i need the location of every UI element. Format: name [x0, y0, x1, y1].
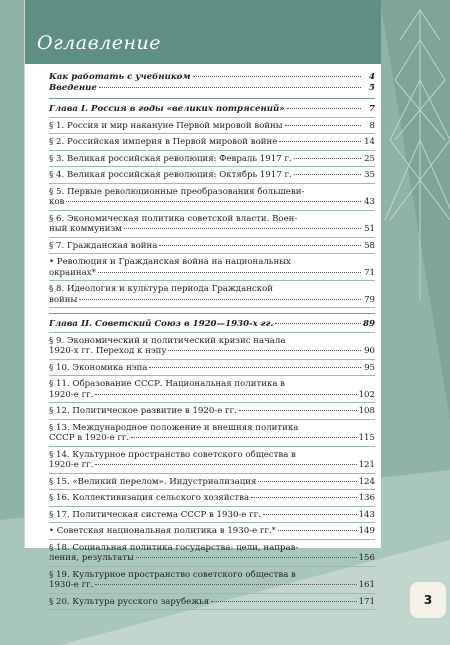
entry-title: § 4. Великая российская революция: Октябрь 1917 г.	[49, 170, 292, 180]
dot-leader	[279, 141, 361, 142]
entry-last-line[interactable]	[49, 433, 375, 444]
entry-last-line[interactable]	[49, 241, 375, 252]
entry-last-line[interactable]	[49, 346, 375, 357]
page-ref: 143	[358, 509, 375, 520]
entry-title: § 3. Великая российская революция: Февраль 1917 г.	[49, 153, 292, 164]
dot-leader	[285, 125, 361, 126]
dot-leader	[79, 299, 361, 300]
entry-divider	[49, 566, 375, 567]
dot-leader	[66, 201, 361, 202]
entry-divider	[49, 473, 375, 474]
entry-last-line[interactable]	[49, 580, 375, 591]
entry-title: 1930-е гг.	[49, 580, 94, 590]
entry-title: 1920-е гг.	[49, 389, 94, 400]
page-ref: 89	[363, 319, 375, 329]
entry-title: Введение	[49, 82, 97, 93]
entry-divider	[49, 166, 375, 167]
dot-leader	[294, 174, 361, 175]
table-of-contents	[49, 72, 375, 613]
toc-entry[interactable]	[49, 526, 375, 537]
dot-leader	[193, 76, 361, 77]
entry-last-line[interactable]	[49, 268, 375, 279]
entry-title-line: § 5. Первые революционные преобразования большеви-	[49, 186, 305, 197]
entry-last-line[interactable]	[49, 477, 375, 488]
dot-leader	[159, 245, 361, 246]
entry-divider	[49, 539, 375, 540]
dot-leader	[294, 158, 361, 159]
page-ref: 156	[358, 553, 375, 563]
entry-last-line[interactable]	[49, 170, 375, 181]
dot-leader	[278, 530, 357, 531]
entry-divider	[49, 402, 375, 403]
entry-last-line[interactable]	[49, 390, 375, 401]
entry-title: § 2. Российская империя в Первой мировой войне	[49, 137, 278, 147]
entry-title: § 12. Политическое развитие в 1920-е гг.	[49, 406, 237, 416]
entry-title: § 10. Экономика нэпа	[49, 362, 148, 373]
page-ref: 25	[364, 153, 375, 164]
entry-title: § 7. Гражданская война	[49, 240, 158, 251]
page-ref: 121	[358, 460, 375, 470]
entry-last-line[interactable]	[49, 510, 375, 521]
entry-title-line: § 18. Социальная политика государства: цели, направ-	[49, 542, 299, 553]
page-ref: 14	[364, 137, 375, 147]
entry-last-line[interactable]	[49, 295, 375, 306]
dot-leader	[95, 584, 356, 585]
toc-entry[interactable]	[49, 187, 375, 208]
toc-entry[interactable]	[49, 543, 375, 564]
chapter-1-section	[49, 104, 375, 308]
intro-entry[interactable]	[49, 72, 375, 83]
entry-title: 1920-е гг.	[49, 460, 94, 470]
page-ref: 115	[358, 433, 375, 443]
toc-entry[interactable]	[49, 284, 375, 305]
entry-last-line[interactable]	[49, 493, 375, 504]
page-ref: 102	[358, 389, 375, 400]
dot-leader	[131, 437, 356, 438]
divider	[49, 313, 375, 314]
toc-entry[interactable]	[49, 214, 375, 235]
toc-entry[interactable]	[49, 363, 375, 374]
chapter-heading[interactable]	[49, 104, 375, 115]
dot-leader	[211, 601, 356, 602]
page-ref: 149	[358, 526, 375, 536]
page-ref: 108	[358, 406, 375, 416]
entry-title: Как работать с учебником	[49, 72, 191, 82]
entry-divider	[49, 133, 375, 134]
toc-entry[interactable]	[49, 450, 375, 471]
dot-leader	[287, 108, 361, 109]
entry-title: • Советская национальная политика в 1930-е гг.*	[49, 526, 276, 536]
page-ref: 43	[364, 197, 375, 207]
dot-leader	[275, 323, 361, 324]
page-ref: 136	[358, 493, 375, 503]
entry-divider	[49, 117, 375, 118]
dot-leader	[99, 87, 361, 88]
entry-title-line: § 11. Образование СССР. Национальная политика в	[49, 379, 286, 389]
entry-last-line[interactable]	[49, 597, 375, 608]
entry-divider	[49, 280, 375, 281]
header-band	[25, 0, 381, 64]
toc-entry[interactable]	[49, 406, 375, 417]
entry-divider	[49, 419, 375, 420]
entry-title: § 15. «Великий перелом». Индустриализация	[49, 476, 257, 487]
toc-entry[interactable]	[49, 379, 375, 400]
dot-leader	[149, 367, 361, 368]
toc-entry[interactable]	[49, 510, 375, 521]
toc-entry[interactable]	[49, 570, 375, 591]
dot-leader	[258, 481, 356, 482]
entry-last-line[interactable]	[49, 406, 375, 417]
chapter-heading[interactable]	[49, 319, 375, 330]
entry-title-line: § 8. Идеология и культура периода Гражданской	[49, 284, 274, 294]
entry-divider	[49, 522, 375, 523]
page-ref: 71	[364, 267, 375, 278]
entry-title: окраинах*	[49, 267, 96, 278]
entry-divider	[49, 446, 375, 447]
entry-title-line: • Революция и Гражданская война на национальных	[49, 257, 291, 267]
entry-title: ления, результаты	[49, 553, 134, 563]
entry-title: войны	[49, 294, 78, 305]
toc-entry[interactable]	[49, 336, 375, 357]
toc-entry[interactable]	[49, 493, 375, 504]
page-number-badge: 3	[410, 582, 446, 618]
toc-entry[interactable]	[49, 170, 375, 181]
entry-divider	[49, 332, 375, 333]
entry-last-line[interactable]	[49, 526, 375, 537]
entry-title: ков	[49, 197, 65, 207]
entry-divider	[49, 210, 375, 211]
page-ref: 51	[364, 224, 375, 234]
page-ref: 58	[364, 240, 375, 251]
dot-leader	[136, 557, 357, 558]
entry-last-line[interactable]	[49, 197, 375, 208]
dot-leader	[95, 464, 356, 465]
entry-divider	[49, 609, 375, 610]
page-ref: 90	[364, 346, 375, 356]
toc-page	[24, 0, 381, 607]
dot-leader	[239, 410, 357, 411]
toc-entry[interactable]	[49, 121, 375, 132]
entry-divider	[49, 359, 375, 360]
dot-leader	[98, 272, 361, 273]
dot-leader	[124, 228, 361, 229]
page-ref: 35	[364, 170, 375, 180]
toc-entry[interactable]	[49, 423, 375, 444]
entry-title: § 1. Россия и мир накануне Первой мировой войны	[49, 120, 283, 131]
entry-title-line: § 6. Экономическая политика советской власти. Воен-	[49, 213, 298, 224]
entry-divider	[49, 506, 375, 507]
entry-title-line: § 14. Культурное пространство советского общества в	[49, 449, 296, 460]
entry-divider	[49, 375, 375, 376]
entry-last-line[interactable]	[49, 363, 375, 374]
entry-divider	[49, 307, 375, 308]
entry-title: СССР в 1920-е гг.	[49, 433, 130, 443]
entry-divider	[49, 253, 375, 254]
entry-last-line[interactable]	[49, 553, 375, 564]
entry-title: 1920-х гг. Переход к нэпу	[49, 346, 167, 356]
dot-leader	[263, 514, 357, 515]
dot-leader	[95, 394, 356, 395]
entry-last-line[interactable]	[49, 224, 375, 235]
entry-title: § 16. Коллективизация сельского хозяйства	[49, 493, 250, 503]
toc-entry[interactable]	[49, 154, 375, 165]
page-ref: 79	[364, 294, 375, 305]
page-ref: 8	[369, 120, 375, 131]
entry-last-line[interactable]	[49, 460, 375, 471]
entry-divider	[49, 237, 375, 238]
entry-title: ный коммунизм	[49, 224, 122, 234]
toc-entry[interactable]	[49, 241, 375, 252]
toc-entry[interactable]	[49, 137, 375, 148]
entry-title-line: § 13. Международное положение и внешняя политика	[49, 422, 299, 433]
entry-title: § 17. Политическая система СССР в 1930-е гг.	[49, 509, 261, 520]
intro-entry[interactable]	[49, 83, 375, 94]
page-ref: 4	[369, 72, 375, 82]
entry-title: Глава II. Советский Союз в 1920—1930-х гг.	[49, 319, 274, 329]
dot-leader	[168, 350, 361, 351]
divider	[49, 98, 375, 99]
entry-divider	[49, 593, 375, 594]
page-ref: 124	[358, 476, 375, 487]
entry-last-line[interactable]	[49, 121, 375, 132]
entry-last-line[interactable]	[49, 154, 375, 165]
dot-leader	[251, 497, 357, 498]
entry-divider	[49, 150, 375, 151]
entry-title-line: § 9. Экономический и политический кризис начала	[49, 335, 286, 346]
entry-title-line: § 19. Культурное пространство советского общества в	[49, 569, 296, 580]
entry-divider	[49, 489, 375, 490]
toc-entry[interactable]	[49, 257, 375, 278]
page-title: Оглавление	[37, 32, 162, 54]
chapter-2-section	[49, 319, 375, 610]
entry-divider	[49, 183, 375, 184]
intro-section	[49, 72, 375, 93]
entry-title: Глава I. Россия в годы «великих потрясений»	[49, 104, 285, 114]
page-ref: 161	[358, 580, 375, 590]
toc-entry[interactable]	[49, 477, 375, 488]
page-ref: 171	[358, 596, 375, 607]
entry-title: § 20. Культура русского зарубежья	[49, 596, 210, 607]
entry-last-line[interactable]	[49, 137, 375, 148]
page-ref: 95	[364, 362, 375, 373]
page-ref: 7	[369, 104, 375, 114]
page-ref: 5	[369, 82, 375, 93]
toc-entry[interactable]	[49, 597, 375, 608]
